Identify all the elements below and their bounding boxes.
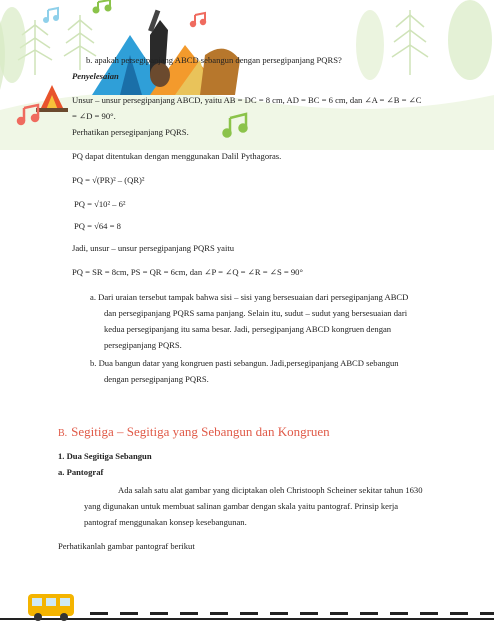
section-title: Segitiga – Segitiga yang Sebangun dan Kongruen [71, 424, 330, 439]
subheading-1: 1. Dua Segitiga Sebangun [58, 451, 152, 461]
penyelesaian-label: Penyelesaian [72, 71, 119, 81]
list-item-a-cont: kedua persegipanjang itu sama besar. Jadi, persegipanjang ABCD kongruen dengan [104, 324, 392, 334]
unsur-abcd-line2: = ∠D = 90°. [72, 111, 116, 121]
road-illustration [0, 580, 494, 640]
pq-dalil-text: PQ dapat ditentukan dengan menggunakan Dalil Pythagoras. [72, 151, 282, 161]
list-item-b: b. Dua bangun datar yang kongruen pasti sebangun. Jadi,persegipanjang ABCD sebangun [90, 358, 399, 368]
list-item-a-cont: dan persegipanjang PQRS sama panjang. Selain itu, sudut – sudut yang bersesuaian dari [104, 308, 408, 318]
section-heading [58, 424, 330, 440]
equation-3: PQ = √64 = 8 [74, 221, 121, 231]
paragraph-line: yang digunakan untuk membuat salinan gambar dengan skala yaitu pantograf. Prinsip kerja [84, 501, 399, 511]
jadi-unsur-text: Jadi, unsur – unsur persegipanjang PQRS yaitu [72, 243, 235, 253]
list-item-a: a. Dari uraian tersebut tampak bahwa sisi – sisi yang bersesuaian dari persegipanjang ABCD [90, 292, 409, 302]
section-number: B. [58, 428, 68, 439]
equation-2: PQ = √10² – 6² [74, 199, 126, 209]
perhatikanlah-text: Perhatikanlah gambar pantograf berikut [58, 541, 195, 551]
list-item-a-cont: persegipanjang PQRS. [104, 340, 182, 350]
subheading-a: a. Pantograf [58, 467, 104, 477]
equation-1: PQ = √(PR)² – (QR)² [72, 175, 145, 185]
perhatikan-pqrs: Perhatikan persegipanjang PQRS. [72, 127, 189, 137]
pqrs-sides-text: PQ = SR = 8cm, PS = QR = 6cm, dan ∠P = ∠Q = ∠R = ∠S = 90° [72, 267, 303, 277]
unsur-abcd-line1: Unsur – unsur persegipanjang ABCD, yaitu AB = DC = 8 cm, AD = BC = 6 cm, dan ∠A = ∠B = ∠C [72, 95, 422, 105]
question-b: b. apakah persegipanjang ABCD sebangun dengan persegipanjang PQRS? [86, 55, 342, 65]
paragraph-line: pantograf menggunakan konsep kesebangunan. [84, 517, 247, 527]
paragraph-line: Ada salah satu alat gambar yang diciptakan oleh Christooph Scheiner sekitar tahun 1630 [118, 485, 423, 495]
list-item-b-cont: dengan persegipanjang PQRS. [104, 374, 209, 384]
